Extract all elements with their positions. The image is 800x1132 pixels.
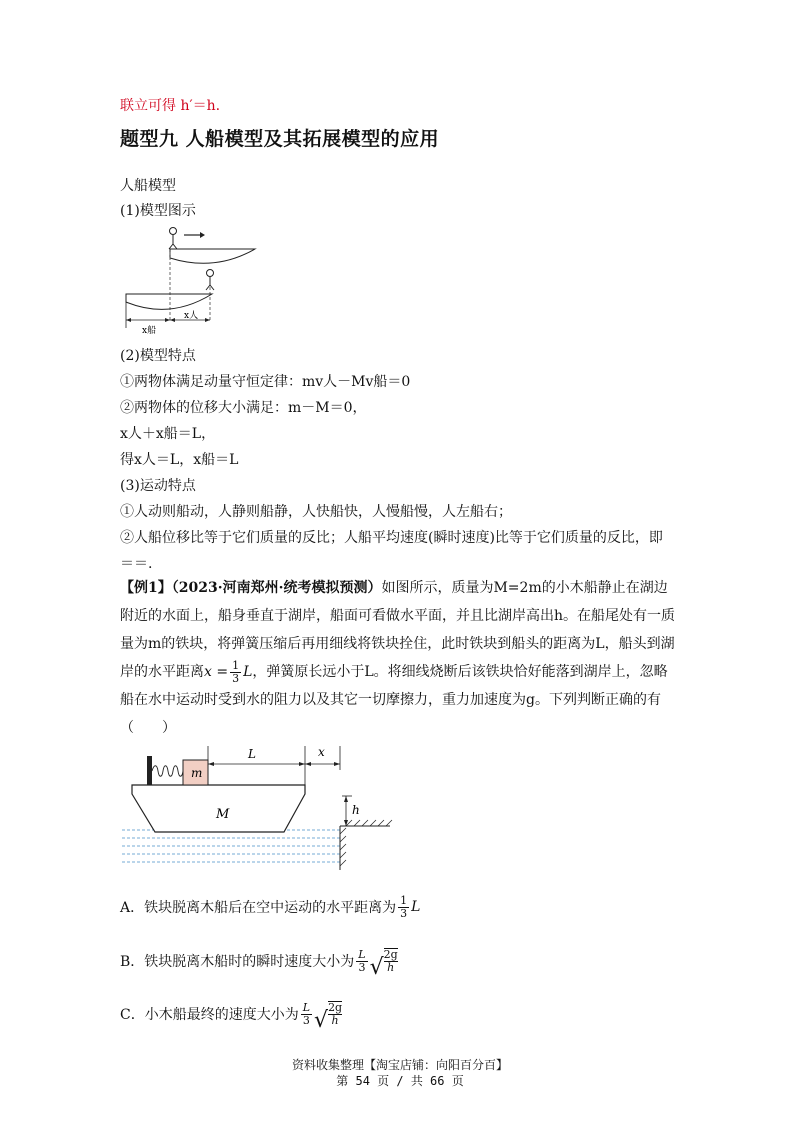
- motion-2: ②人船位移比等于它们质量的反比；人船平均速度(瞬时速度)比等于它们质量的反比，即: [120, 530, 663, 546]
- option-a-fraction: $\frac{1}{3}$: [400, 893, 408, 920]
- model-heading: 人船模型: [120, 178, 176, 194]
- features-heading: (2)模型特点: [120, 348, 196, 364]
- option-c-sqrt: √ $\frac{2g}{h}$: [314, 1001, 343, 1033]
- x-fraction-var: L: [243, 664, 253, 680]
- block-mass-label: m: [191, 766, 203, 780]
- person-boat-figure: [120, 222, 270, 337]
- footer-source: 资料收集整理【淘宝店铺：向阳百分百】: [291, 1058, 508, 1072]
- section-title: 题型九 人船模型及其拓展模型的应用: [120, 128, 440, 150]
- boat-mass-label: M: [216, 807, 230, 822]
- top-note: 联立可得 h′＝h.: [120, 98, 221, 114]
- option-c: [120, 994, 342, 1034]
- example-text-2: ，弹簧原长远小于L。将细线烧断后该铁块恰好能落到湖岸上，忽略船在水中运动时受到水的阻力以及其它一切摩擦力，重力加速度为g。下列判断正确的有（ ）: [120, 664, 668, 736]
- example-1-text: [120, 574, 680, 742]
- example-source: （2023·河南郑州·统考模拟预测）: [171, 580, 382, 596]
- x-person-label: x人: [184, 311, 199, 321]
- motion-1: ①人动则船动，人静则船静，人快船快，人慢船慢，人左船右；: [120, 504, 512, 520]
- length-L-label: L: [248, 747, 256, 761]
- option-a-var: L: [411, 899, 421, 915]
- feature-2: ②两物体的位移大小满足：m－M＝0，: [120, 400, 367, 416]
- option-b: [120, 941, 398, 981]
- feature-3: x人＋x船＝L，: [120, 426, 216, 442]
- example-tag: 【例1】: [120, 580, 172, 596]
- motion-heading: (3)运动特点: [120, 478, 196, 494]
- distance-x-label: x: [318, 745, 325, 759]
- option-c-fraction: $\frac{L}{3}$: [302, 1000, 311, 1027]
- option-b-fraction: $\frac{L}{3}$: [358, 947, 366, 974]
- option-b-text: B．铁块脱离木船时的瞬时速度大小为: [120, 954, 355, 970]
- option-a: [120, 887, 420, 927]
- boat-spring-figure: [120, 742, 395, 872]
- x-eq: x =: [204, 664, 229, 680]
- model-figure-heading: (1)模型图示: [120, 203, 196, 219]
- footer-page-number: 第 54 页 / 共 66 页: [336, 1074, 464, 1088]
- feature-4: 得x人＝L，x船＝L: [120, 452, 239, 468]
- feature-1: ①两物体满足动量守恒定律：mv人－Mv船＝0: [120, 374, 411, 390]
- x-fraction: $\frac{1}{3}$: [232, 658, 240, 685]
- example-text-1: 如图所示，质量为M=2m的小木船静止在湖边附近的水面上，船身垂直于湖岸，船面可看做水平面，并且比湖岸高出h。在船尾处有一质量为m的铁块，将弹簧压缩后再用细线将铁块拴住，此时铁块到船头的距离为L，船头到湖岸的水平距离: [120, 580, 676, 680]
- motion-3: ＝＝.: [120, 556, 153, 572]
- option-a-text: A．铁块脱离木船后在空中运动的水平距离为: [120, 900, 397, 916]
- option-b-sqrt: √ $\frac{2g}{h}$: [369, 948, 398, 980]
- x-boat-label: x船: [142, 326, 157, 336]
- option-c-text: C．小木船最终的速度大小为: [120, 1007, 299, 1023]
- height-h-label: h: [352, 803, 360, 817]
